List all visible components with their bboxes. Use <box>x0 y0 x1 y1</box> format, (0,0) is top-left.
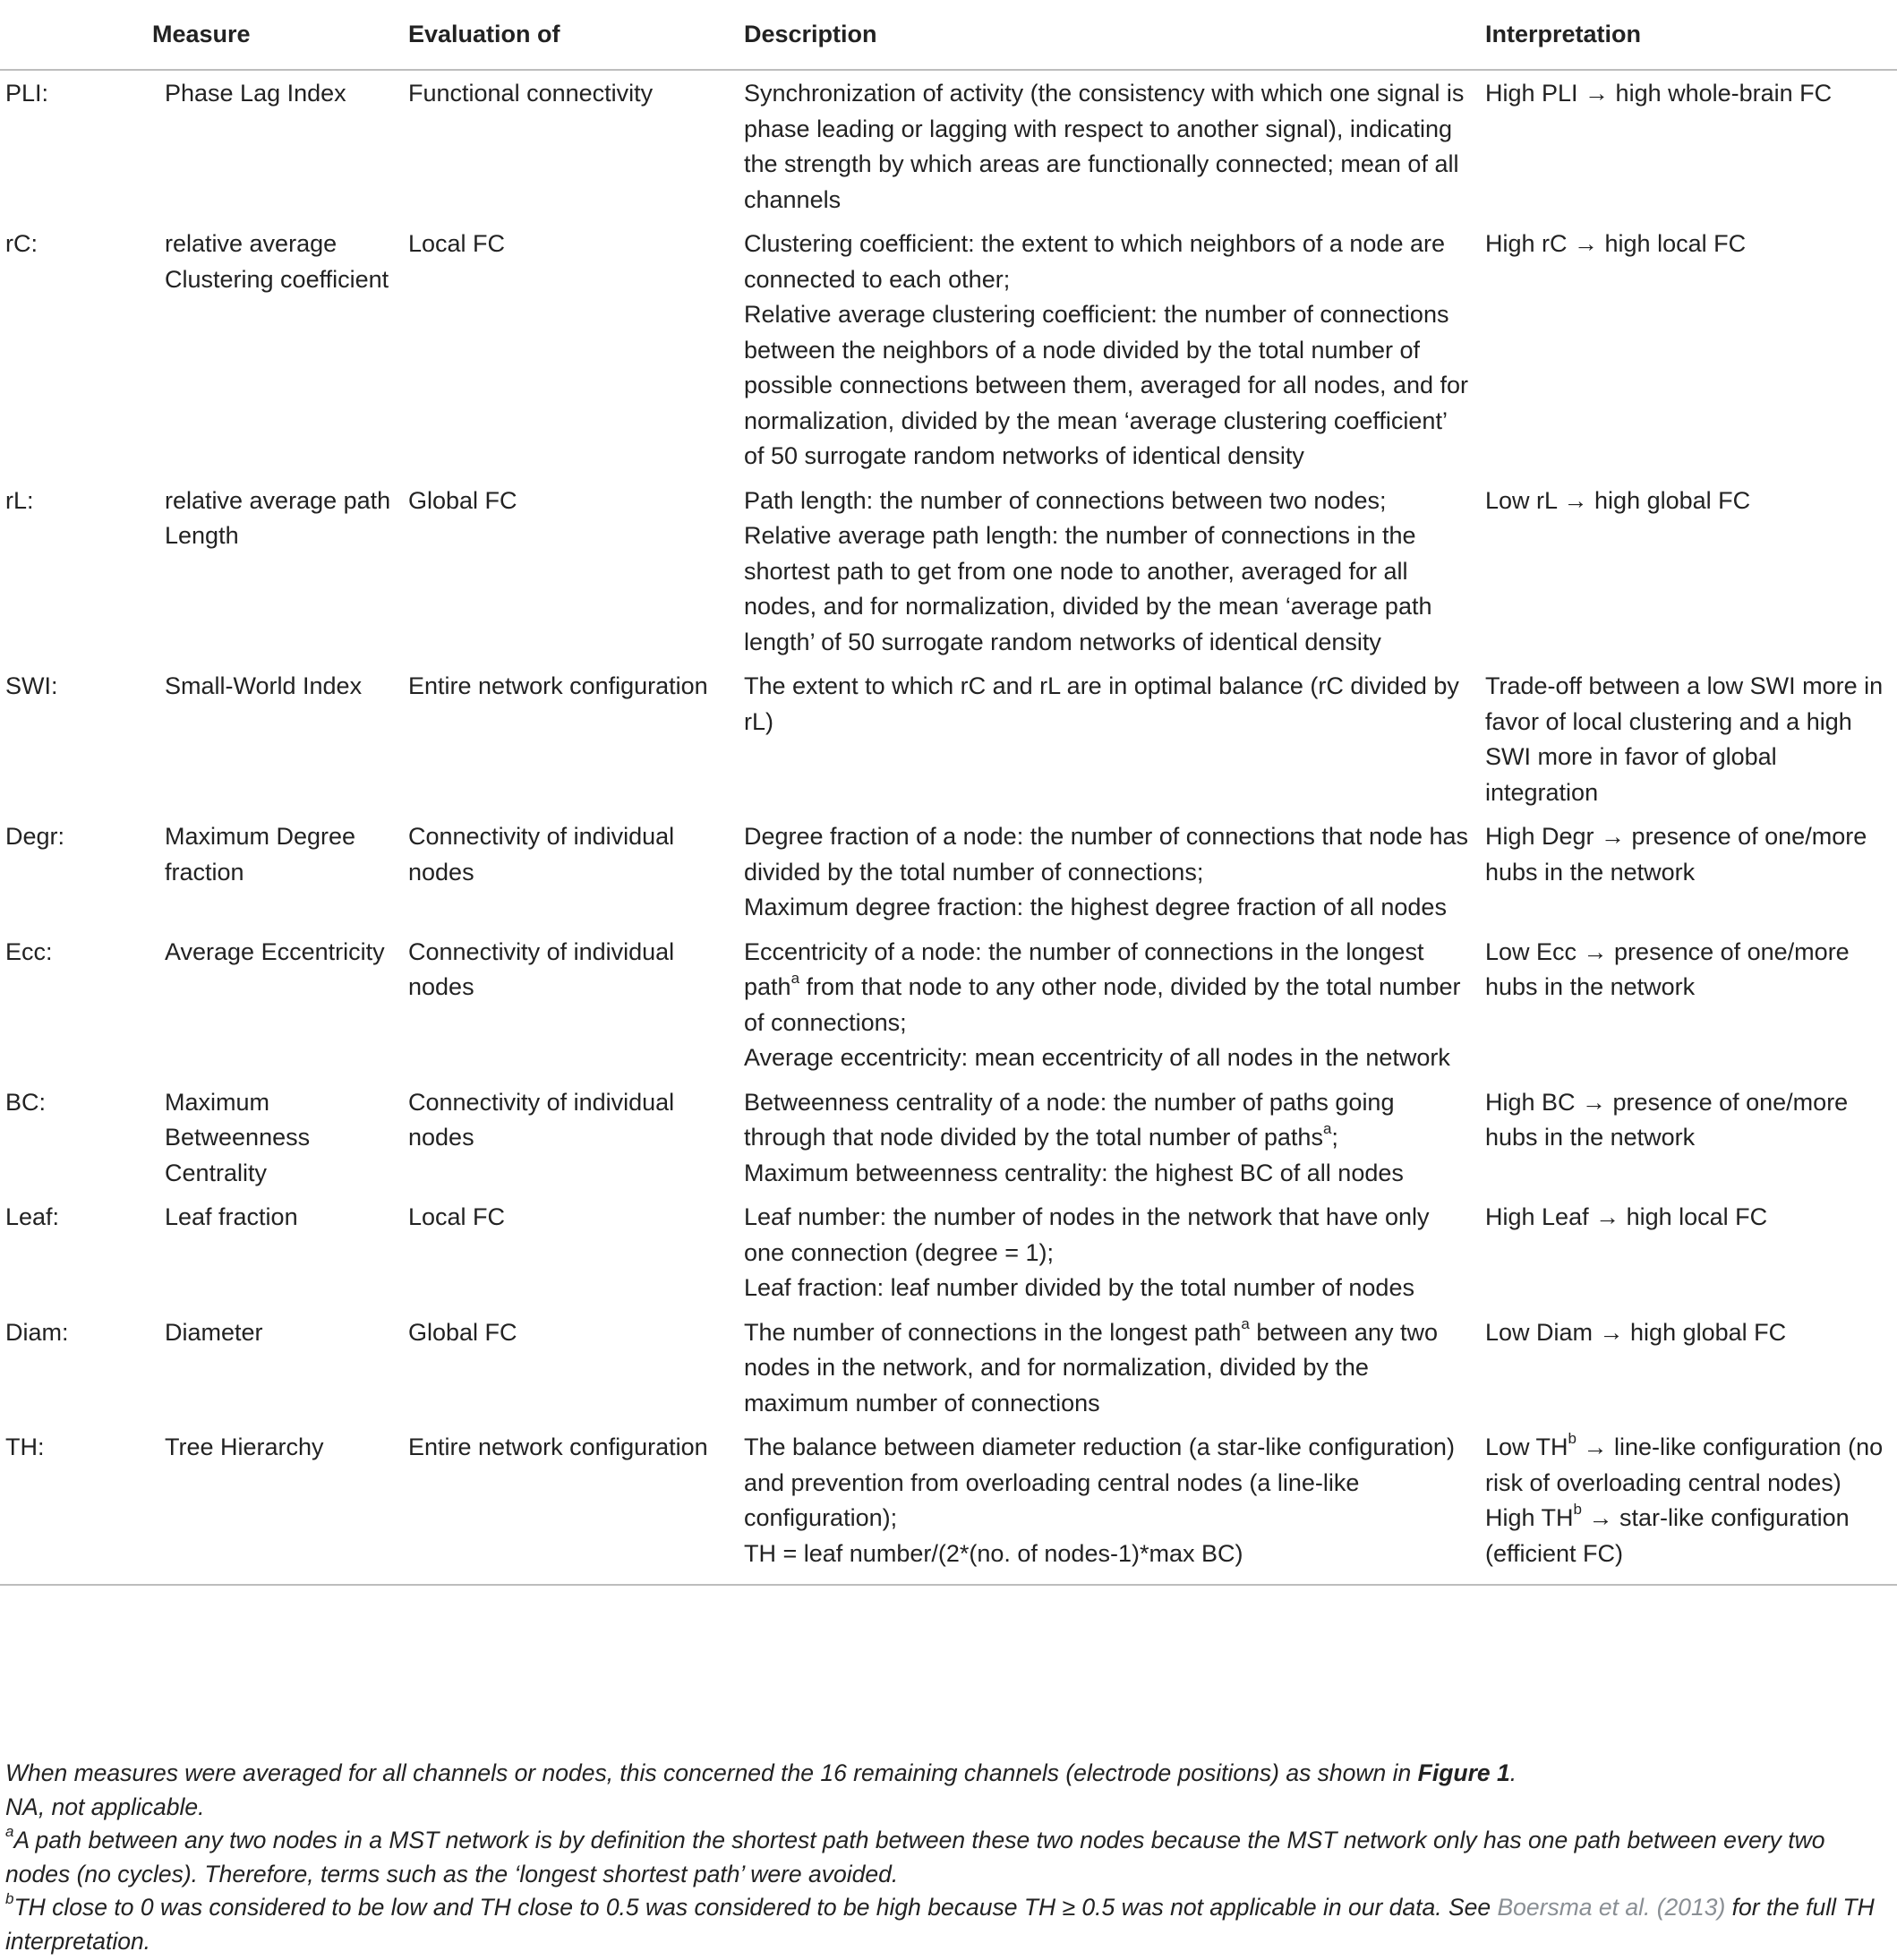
table-row <box>0 1194 1897 1310</box>
evaluation-of: Functional connectivity <box>408 80 654 107</box>
table-row <box>0 478 1897 664</box>
measure-abbreviation: Degr: <box>5 823 65 850</box>
measure-abbreviation: BC: <box>5 1088 47 1116</box>
measure-name: Small-World Index <box>165 672 363 699</box>
description-line-text: The number of connections in the longest path <box>744 1318 1242 1346</box>
interpretation-line: Low Diam → high global FC <box>1485 1318 1787 1346</box>
description-line: Degree fraction of a node: the number of connections that node has divided by the total number of connections; <box>744 823 1469 886</box>
description-line <box>744 1315 1471 1422</box>
header-evaluation: Evaluation of <box>401 0 737 70</box>
description-line: Path length: the number of connections between two nodes; <box>744 486 1387 514</box>
measure-abbreviation: Diam: <box>5 1318 69 1346</box>
interpretation <box>1478 478 1897 664</box>
measure-name: Leaf fraction <box>165 1203 298 1230</box>
footnote-b-text: TH close to 0 was considered to be low and TH close to 0.5 was considered to be high because TH ≥ 0.5 was not applicable in our data. See <box>13 1894 1498 1921</box>
header-description: Description <box>737 0 1478 70</box>
description-line: Leaf fraction: leaf number divided by the total number of nodes <box>744 1274 1414 1301</box>
table-row <box>0 814 1897 929</box>
measure-name: Maximum Degree fraction <box>165 823 356 886</box>
header-interpretation: Interpretation <box>1478 0 1897 70</box>
footnote-mark: b <box>1568 1430 1577 1447</box>
evaluation-of: Connectivity of individual nodes <box>408 1088 675 1151</box>
description <box>737 70 1478 221</box>
description <box>737 478 1478 664</box>
interpretation <box>1478 663 1897 814</box>
footnote-a-text: A path between any two nodes in a MST network is by definition the shortest path between these two nodes because the MST network only has one path between every two nodes (no cycles). Therefore, terms such as the ‘longest shortest path’ were avoided. <box>5 1827 1825 1887</box>
measure-name: relative average Clustering coefficient <box>165 230 389 293</box>
interpretation-line-text-end: → line-like configuration (no risk of overloading central nodes) <box>1485 1434 1884 1496</box>
table-notes <box>5 1757 1890 1958</box>
table-row <box>0 70 1897 221</box>
description-line: Clustering coefficient: the extent to which neighbors of a node are connected to each other; <box>744 230 1445 293</box>
description-line: The balance between diameter reduction (a star-like configuration) and prevention from overloading central nodes (a line-like configuration); <box>744 1434 1455 1531</box>
measure-name: Maximum Betweenness Centrality <box>165 1088 311 1186</box>
interpretation-line: High rC → high local FC <box>1485 230 1747 257</box>
interpretation-line: High Degr → presence of one/more hubs in the network <box>1485 823 1867 886</box>
description-line: Maximum betweenness centrality: the highest BC of all nodes <box>744 1159 1404 1186</box>
table-row <box>0 1310 1897 1425</box>
description-line-text: Betweenness centrality of a node: the number of paths going through that node divided by the total number of paths <box>744 1088 1395 1151</box>
interpretation <box>1478 1310 1897 1425</box>
measure-abbreviation: PLI: <box>5 80 49 107</box>
description <box>737 1194 1478 1310</box>
interpretation-line: High Leaf → high local FC <box>1485 1203 1768 1230</box>
footnote-a <box>5 1824 1890 1891</box>
measure-name: Diameter <box>165 1318 263 1346</box>
averaged-note-text: When measures were averaged for all channels or nodes, this concerned the 16 remaining channels (electrode positions) as shown in <box>5 1759 1418 1786</box>
interpretation <box>1478 70 1897 221</box>
footnote-a-mark: a <box>5 1823 14 1841</box>
measure-abbreviation: SWI: <box>5 672 58 699</box>
interpretation-line: Low rL → high global FC <box>1485 486 1751 514</box>
footnote-mark: a <box>1322 1120 1332 1137</box>
description-line: Relative average clustering coefficient: the number of connections between the neighbors of a node divided by the total number of possible connections between them, averaged for all nodes, and for normalization, divided by the mean ‘average clustering coefficient’ of 50 surrogate random networks of identical density <box>744 301 1469 469</box>
na-note: NA, not applicable. <box>5 1793 205 1820</box>
description-line: Average eccentricity: mean eccentricity of all nodes in the network <box>744 1044 1450 1071</box>
figure-reference: Figure 1 <box>1417 1759 1510 1786</box>
evaluation-of: Local FC <box>408 230 506 257</box>
footnote-mark: a <box>1241 1314 1250 1332</box>
table-row <box>0 1080 1897 1195</box>
interpretation-line <box>1485 1501 1890 1571</box>
table-row <box>0 221 1897 478</box>
averaged-note-end: . <box>1509 1759 1517 1786</box>
description-line <box>744 1085 1471 1156</box>
measure-abbreviation: rL: <box>5 486 34 514</box>
interpretation <box>1478 221 1897 478</box>
description <box>737 1310 1478 1425</box>
description-line: Synchronization of activity (the consistency with which one signal is phase leading or lagging with respect to another signal), indicating the strength by which areas are functionally connected; mean of all channels <box>744 80 1465 213</box>
description-line-text: Eccentricity of a node: the number of connections in the longest path <box>744 937 1424 1000</box>
footnote-b-end: for the full TH interpretation. <box>5 1894 1875 1955</box>
interpretation-line: High PLI → high whole-brain FC <box>1485 80 1833 107</box>
description-line: Maximum degree fraction: the highest degree fraction of all nodes <box>744 894 1447 920</box>
measure-abbreviation: TH: <box>5 1434 45 1460</box>
interpretation-line: Low Ecc → presence of one/more hubs in the network <box>1485 937 1850 1000</box>
evaluation-of: Connectivity of individual nodes <box>408 823 675 886</box>
interpretation <box>1478 1194 1897 1310</box>
interpretation <box>1478 1425 1897 1585</box>
description <box>737 1425 1478 1585</box>
interpretation-line-text-end: → star-like configuration (efficient FC) <box>1485 1504 1850 1567</box>
description <box>737 221 1478 478</box>
description-line: TH = leaf number/(2*(no. of nodes-1)*max BC) <box>744 1539 1243 1567</box>
interpretation-line <box>1485 1430 1890 1501</box>
description-line-text-end: ; <box>1331 1124 1338 1151</box>
measure-name: Tree Hierarchy <box>165 1434 324 1460</box>
evaluation-of: Entire network configuration <box>408 1434 708 1460</box>
description <box>737 1080 1478 1195</box>
footnote-mark: a <box>790 970 800 987</box>
description <box>737 663 1478 814</box>
description-line: Leaf number: the number of nodes in the network that have only one connection (degree = 1); <box>744 1203 1430 1266</box>
averaged-note <box>5 1757 1890 1791</box>
interpretation-line: Trade-off between a low SWI more in favor of local clustering and a high SWI more in favor of global integration <box>1485 672 1884 806</box>
description <box>737 814 1478 929</box>
interpretation-line: High BC → presence of one/more hubs in the network <box>1485 1088 1849 1151</box>
measure-abbreviation: rC: <box>5 230 38 257</box>
measure-abbreviation: Leaf: <box>5 1203 60 1230</box>
measure-name: relative average path Length <box>165 486 391 549</box>
description-line-text-end: between any two nodes in the network, and for normalization, divided by the maximum number of connections <box>744 1318 1438 1417</box>
measure-name: Average Eccentricity <box>165 937 385 965</box>
table-body <box>0 70 1897 1585</box>
table-row <box>0 1425 1897 1585</box>
evaluation-of: Connectivity of individual nodes <box>408 937 675 1000</box>
interpretation-line-text: High TH <box>1485 1504 1574 1531</box>
footnote-mark: b <box>1573 1501 1583 1518</box>
interpretation <box>1478 929 1897 1080</box>
footnote-b-mark: b <box>5 1890 14 1908</box>
table-row <box>0 663 1897 814</box>
description-line-text-end: from that node to any other node, divided by the total number of connections; <box>744 973 1461 1036</box>
interpretation-line-text: Low TH <box>1485 1434 1568 1460</box>
table-row <box>0 929 1897 1080</box>
evaluation-of: Local FC <box>408 1203 506 1230</box>
measure-abbreviation: Ecc: <box>5 937 53 965</box>
evaluation-of: Global FC <box>408 1318 517 1346</box>
footnote-b <box>5 1891 1890 1958</box>
description <box>737 929 1478 1080</box>
header-abbr <box>0 0 152 70</box>
description-line: Relative average path length: the number of connections in the shortest path to get from one node to another, averaged for all nodes, and for normalization, divided by the mean ‘average path length’ of 50 surrogate random networks of identical density <box>744 522 1432 655</box>
interpretation <box>1478 1080 1897 1195</box>
table-header <box>0 0 1897 70</box>
citation-link[interactable]: Boersma et al. (2013) <box>1497 1894 1726 1921</box>
evaluation-of: Entire network configuration <box>408 672 708 699</box>
measure-name: Phase Lag Index <box>165 80 346 107</box>
evaluation-of: Global FC <box>408 486 517 514</box>
description-line <box>744 935 1471 1041</box>
header-measure: Measure <box>152 0 401 70</box>
description-line: The extent to which rC and rL are in optimal balance (rC divided by rL) <box>744 672 1459 735</box>
interpretation <box>1478 814 1897 929</box>
